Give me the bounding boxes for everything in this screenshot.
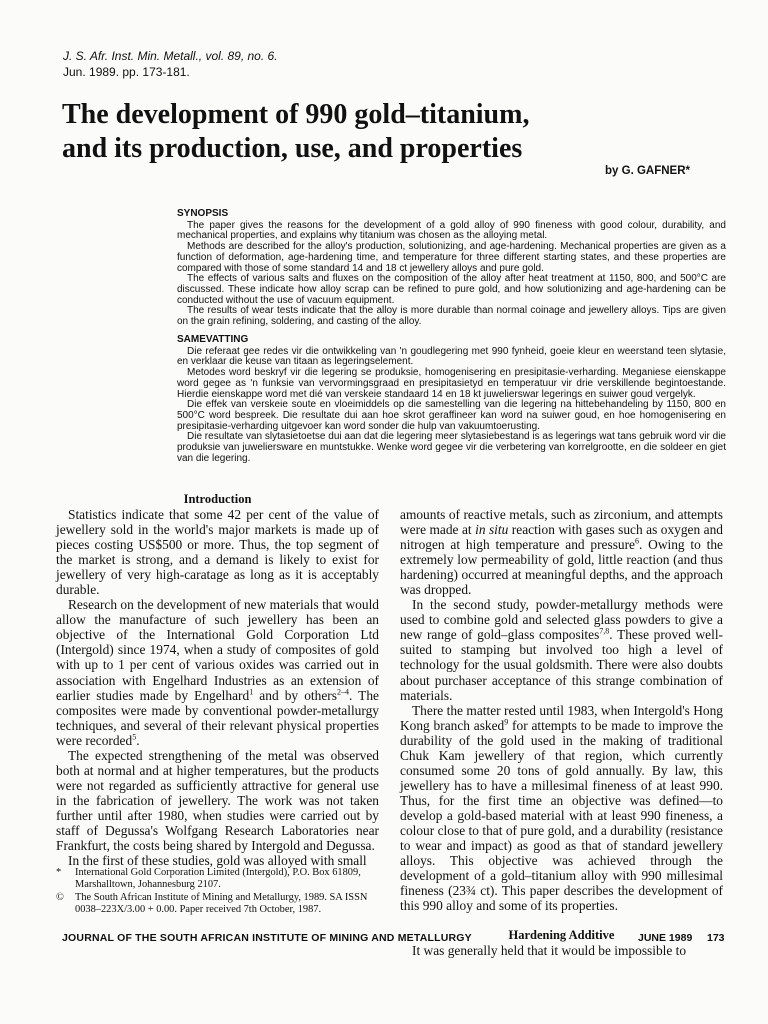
- footnote-affiliation: * International Gold Corporation Limited (Intergold), P.O. Box 61809, Marshalltown, Johannesburg 2107.: [56, 867, 361, 891]
- body-paragraph: The expected strengthening of the metal was observed both at normal and at higher temperatures, but the products were not regarded as sufficiently attractive for general use in the fabrication of jewellery. The work was not taken further until after 1980, when studies were carried out by staff of Degussa's Wolfgang Research Laboratories near Frankfurt, the costs being shared by Intergold and Degussa.: [56, 747, 379, 854]
- paper-title: [62, 98, 702, 166]
- footnotes: [56, 867, 386, 917]
- page-number: 173: [707, 932, 725, 944]
- synopsis-paragraph: The results of wear tests indicate that the alloy is more durable than normal coinage and jewellery alloys. Tips are given on the grain refining, soldering, and casting of the alloy.: [177, 305, 726, 328]
- introduction-heading: Introduction: [183, 492, 252, 506]
- synopsis-paragraph: The effects of various salts and fluxes on the composition of the alloy after heat treatment at 1150, 800, and 500°C are discussed. These indicate how alloy scrap can be refined to pure gold, and how solutionizing and age-hardening can be conducted without the use of vacuum equipment.: [177, 273, 726, 306]
- footnote-copyright: © The South African Institute of Mining and Metallurgy, 1989. SA ISSN 0038–223X/3.00 + 0.00. Paper received 7th October, 1987.: [56, 891, 368, 916]
- body-column-left: [56, 491, 379, 868]
- reference-superscript: 7,8: [599, 626, 610, 636]
- synopsis-paragraph: Methods are described for the alloy's production, solutionizing, and age-hardening. Mechanical properties are given as a function of deformation, age-hardening time, and temperature for three different starting states, and these properties are compared with those of some standard 14 and 18 ct jewellery alloys and pure gold.: [177, 241, 726, 274]
- synopsis-heading: SYNOPSIS: [177, 208, 229, 219]
- samevatting-section: [177, 335, 726, 464]
- author-byline: by G. GAFNER*: [605, 165, 690, 177]
- body-paragraph: There the matter rested until 1983, when Intergold's Hong Kong branch asked$^9$ for attempts to be made to improve the durability of the gold used in the making of traditional Chuk Kam jewellery of that region, which currently consumed some 20 tons of gold annually. By law, this jewellery has to have a millesimal fineness of at least 990. Thus, for the first time an objective was defined—to develop a gold-based material with at least 990 fineness, a colour close to that of pure gold, and a durability (resistance to wear and impact) as good as that of standard jewellery alloys. This objective was achieved through the development of a gold–titanium alloy with 990 millesimal fineness (23¾ ct). This paper describes the development of this 990 alloy and some of its properties.: [400, 702, 724, 914]
- samevatting-paragraph: Die effek van verskeie soute en vloeimiddels op die samestelling van die legering na hittebehandeling by 1150, 800 en 500°C word bespreek. Die resultate dui aan hoe skrot geraffineer kan word na suiwer goud, en hoe homogenisering en presipitasie-verharding uitgevoer kan word sonder die hulp van vakuumtoerusting.: [177, 399, 726, 432]
- reference-superscript: 5: [132, 732, 137, 742]
- citation-line-1: J. S. Afr. Inst. Min. Metall., vol. 89, no. 6.: [63, 49, 278, 63]
- samevatting-paragraph: Metodes word beskryf vir die legering se produksie, homogenisering en presipitasie-verharding. Meganiese eienskappe word gegee as 'n funksie van vervormingsgraad en presipitasietyd en temperatuur vir drie verskillende begintoestande. Hierdie eienskappe word met dié van verskeie standaard 14 en 18 kt juwelierswar legerings en suiwer goud vergelyk.: [177, 367, 726, 400]
- samevatting-paragraph: Die resultate van slytasietoetse dui aan dat die legering meer slytasiebestand is as legerings wat tans gebruik word vir die produksie van juweliersware en muntstukke. Wenke word gegee vir die verbetering van korrelgrootte, en die soldeer en giet van die legering.: [177, 431, 726, 464]
- copyright-marker: ©: [56, 891, 64, 903]
- reference-superscript: 6: [635, 536, 639, 546]
- synopsis-paragraph: The paper gives the reasons for the development of a gold alloy of 990 fineness with good colour, durability, and mechanical properties, and explains why titanium was chosen as the alloying metal.: [177, 219, 726, 242]
- reference-superscript: 1: [249, 687, 254, 697]
- citation-line-2: Jun. 1989. pp. 173-181.: [63, 65, 190, 79]
- journal-citation: [63, 48, 278, 80]
- body-paragraph: It was generally held that it would be impossible to: [412, 943, 687, 959]
- reference-superscript: 9: [504, 717, 509, 727]
- reference-superscript: 2–4: [336, 687, 349, 697]
- body-paragraph: Statistics indicate that some 42 per cent of the value of jewellery sold in the world's major markets is made up of pieces costing US$500 or more. Thus, the top segment of the market is strong, and a demand is likely to exist for jewellery of very high-caratage as long as it is acceptably durable.: [56, 507, 379, 598]
- body-column-right: [400, 507, 723, 958]
- body-paragraph: Research on the development of new materials that would allow the manufacture of such jewellery has been an objective of the International Gold Corporation Ltd (Intergold) since 1974, when a study of composites of gold with up to 1 per cent of various oxides was carried out in association with Engelhard Industries as an extension of earlier studies made by Engelhard$^1$ and by others$^{2-4}$. The composites were made by conventional powder-metallurgy techniques, and several of their relevant physical properties were recorded$^5$.: [56, 597, 379, 748]
- body-paragraph: In the first of these studies, gold was alloyed with small: [68, 853, 367, 869]
- body-paragraph: amounts of reactive metals, such as zirconium, and attempts were made at in situ reaction with gases such as oxygen and nitrogen at high temperature and pressure$^6$. Owing to the extremely low permeability of gold, little reaction (and thus hardening) occurred at meaningful depths, and the approach was dropped.: [400, 507, 723, 598]
- footer-date: JUNE 1989: [638, 932, 693, 944]
- footer-journal-name: JOURNAL OF THE SOUTH AFRICAN INSTITUTE OF MINING AND METALLURGY: [62, 932, 472, 944]
- title-line-1: The development of 990 gold–titanium,: [62, 99, 530, 130]
- hardening-additive-heading: Hardening Additive: [508, 928, 615, 943]
- samevatting-paragraph: Die referaat gee redes vir die ontwikkeling van 'n goudlegering met 990 fynheid, goeie kleur en weerstand teen slytasie, en verklaar die keuse van titaan as legeringselement.: [177, 345, 726, 368]
- footnote-marker: *: [56, 867, 62, 878]
- samevatting-heading: SAMEVATTING: [177, 334, 249, 345]
- title-line-2: and its production, use, and properties: [62, 133, 523, 164]
- body-paragraph: In the second study, powder-metallurgy methods were used to combine gold and selected glass powders to give a new range of gold–glass composites$^{7,8}$. These proved well-suited to stamping but involved too high a level of technology for the usual goldsmith. There were also doubts about purchaser acceptance of this strange combination of materials.: [400, 597, 723, 703]
- synopsis-section: [177, 209, 726, 328]
